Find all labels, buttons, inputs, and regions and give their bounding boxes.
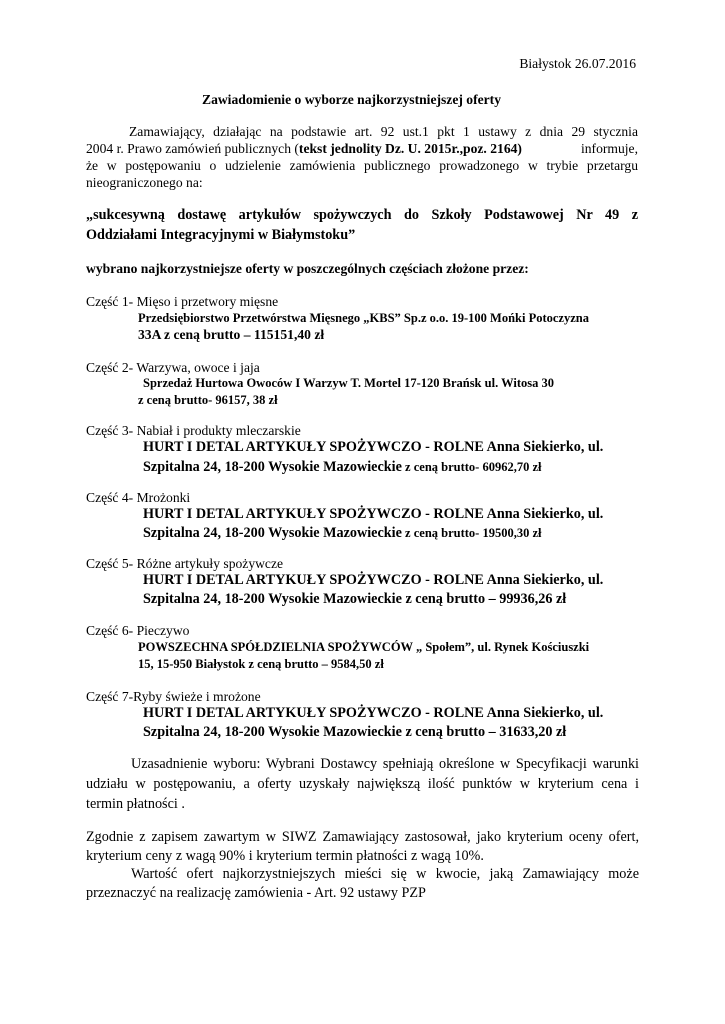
document-date: Białystok 26.07.2016 <box>519 56 636 71</box>
document-title: Zawiadomienie o wyborze najkorzystniejszej oferty <box>202 92 501 107</box>
part-4-label: Część 4- Mrożonki <box>86 490 191 505</box>
part-4-address-text: Szpitalna 24, 18-200 Wysokie Mazowieckie <box>143 525 402 541</box>
subject-line-1: „sukcesywną dostawę artykułów spożywczych do Szkoły Podstawowej Nr 49 z <box>86 207 638 223</box>
intro-law-text: tekst jednolity Dz. U. 2015r.,poz. 2164) <box>298 141 522 156</box>
part-3-address-text: Szpitalna 24, 18-200 Wysokie Mazowieckie <box>143 459 402 475</box>
part-1-price: 33A z ceną brutto – 115151,40 zł <box>138 327 325 342</box>
justification-line-3: termin płatności . <box>86 796 185 812</box>
part-7-label: Część 7-Ryby świeże i mrożone <box>86 689 261 704</box>
part-2-supplier: Sprzedaż Hurtowa Owoców I Warzyw T. Mortel 17-120 Brańsk ul. Witosa 30 <box>143 376 554 390</box>
part-6-price: 15, 15-950 Białystok z ceną brutto – 9584,50 zł <box>138 657 384 671</box>
part-4-price: z ceną brutto- 19500,30 zł <box>401 526 542 540</box>
part-6-label: Część 6- Pieczywo <box>86 623 190 638</box>
justification-line-2: udziału w postępowaniu, a oferty uzyskały największą ilość punktów w kryterium cena i <box>86 776 639 792</box>
part-4-address <box>143 524 541 542</box>
selected-heading: wybrano najkorzystniejsze oferty w poszczególnych częściach złożone przez: <box>86 261 529 276</box>
part-6-supplier: POWSZECHNA SPÓŁDZIELNIA SPOŻYWCÓW „ Społem”, ul. Rynek Kościuszki <box>138 640 590 654</box>
subject-line-2: Oddziałami Integracyjnymi w Białymstoku” <box>86 227 356 243</box>
intro-line-3: że w postępowaniu o udzielenie zamówienia publicznego prowadzonego w trybie przetargu <box>86 158 638 173</box>
intro-line-2 <box>86 141 638 157</box>
intro-informs: informuje, <box>580 141 638 156</box>
criteria-line-2: kryterium ceny z wagą 90% i kryterium termin płatności z wagą 10%. <box>86 848 484 864</box>
criteria-line-3: Wartość ofert najkorzystniejszych mieści się w kwocie, jaką Zamawiający może <box>131 866 639 882</box>
part-3-price: z ceną brutto- 60962,70 zł <box>401 460 542 474</box>
part-5-label: Część 5- Różne artykuły spożywcze <box>86 556 284 571</box>
intro-line-1: Zamawiający, działając na podstawie art. 92 ust.1 pkt 1 ustawy z dnia 29 stycznia <box>129 124 638 139</box>
part-3-label: Część 3- Nabiał i produkty mleczarskie <box>86 423 301 438</box>
part-2-label: Część 2- Warzywa, owoce i jaja <box>86 360 260 375</box>
part-3-address <box>143 458 541 476</box>
part-7-supplier: HURT I DETAL ARTYKUŁY SPOŻYWCZO - ROLNE Anna Siekierko, ul. <box>143 705 604 721</box>
justification-line-1: Uzasadnienie wyboru: Wybrani Dostawcy spełniają określone w Specyfikacji warunki <box>131 756 639 772</box>
part-3-supplier: HURT I DETAL ARTYKUŁY SPOŻYWCZO - ROLNE Anna Siekierko, ul. <box>143 439 604 455</box>
part-5-supplier: HURT I DETAL ARTYKUŁY SPOŻYWCZO - ROLNE Anna Siekierko, ul. <box>143 572 604 588</box>
intro-line-4: nieograniczonego na: <box>86 175 203 190</box>
criteria-line-4: przeznaczyć na realizację zamówienia - Art. 92 ustawy PZP <box>86 885 426 901</box>
criteria-line-1: Zgodnie z zapisem zawartym w SIWZ Zamawiający zastosował, jako kryterium oceny ofert, <box>86 829 639 845</box>
part-1-label: Część 1- Mięso i przetwory mięsne <box>86 294 279 309</box>
intro-law-ref: 2004 r. Prawo zamówień publicznych ( <box>86 141 299 156</box>
part-2-price: z ceną brutto- 96157, 38 zł <box>138 393 278 407</box>
part-7-price: Szpitalna 24, 18-200 Wysokie Mazowieckie z ceną brutto – 31633,20 zł <box>143 724 567 740</box>
part-4-supplier: HURT I DETAL ARTYKUŁY SPOŻYWCZO - ROLNE Anna Siekierko, ul. <box>143 506 604 522</box>
part-1-supplier: Przedsiębiorstwo Przetwórstwa Mięsnego „KBS” Sp.z o.o. 19-100 Mońki Potoczyzna <box>138 311 589 325</box>
part-5-price: Szpitalna 24, 18-200 Wysokie Mazowieckie z ceną brutto – 99936,26 zł <box>143 591 567 607</box>
